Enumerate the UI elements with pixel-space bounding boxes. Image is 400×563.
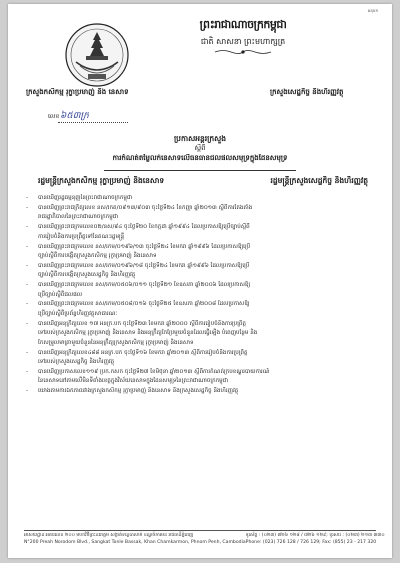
list-item: - បានឃើញអនុក្រឹត្យលេខ៤៨៨ អនក្រ.បក ចុះថ្ងៃទី១៦ ខែមករា ឆ្នាំ២០១៣ ស្តីពីការរៀបចំនិងការប្រព្រឹត្ត ទៅរបស់ក្រសួងសេដ្ឋកិច្ច និងហិរញ្ញវត្ថុ	[26, 349, 248, 365]
preamble-list	[26, 194, 378, 397]
reference-prefix: លេខ	[48, 113, 60, 120]
ministry-emblem-icon	[64, 22, 130, 88]
motto-heading: ជាតិ សាសនា ព្រះមហាក្សត្រ	[200, 37, 286, 46]
footer	[24, 532, 385, 546]
document-type: ប្រកាសអន្តរក្រសួង	[173, 134, 227, 143]
document-about: ស្តីពី	[194, 144, 206, 152]
footer-phone-en: Phone: (023) 726 128 / 726 129; Fax: (855) 23 - 217 320	[245, 540, 377, 545]
list-item: - បានឃើញព្រះរាជក្រមលេខ នស/រកម/០៥០៦/០១១ ចុះថ្ងៃទី២១ ខែឧសភា ឆ្នាំ២០០៦ ដែលប្រកាសឱ្យ ប្រើច្បាប់ស្តីពីជលផល	[26, 282, 251, 298]
footer-phone-kh: ទូរស័ព្ទ : (០២៣) ៧២៦ ១២៨ / ៧២៦ ១២៩; ទូរសារ : (០២៣) ២១៣ ៣៣០	[245, 533, 385, 538]
ministry-right: ក្រសួងសេដ្ឋកិច្ច និងហិរញ្ញវត្ថុ	[270, 88, 344, 96]
footer-divider	[24, 530, 376, 531]
list-item: - បានឃើញព្រះរាជក្រមលេខ០២/នស/៩៤ ចុះថ្ងៃទី២០ ខែកក្កដា ឆ្នាំ១៩៩៤ ដែលប្រកាសឱ្យប្រើច្បាប់ស្តីពី ការរៀបចំនិងការប្រព្រឹត្តទៅនៃគណៈរដ្ឋមន្ត្រី	[26, 224, 250, 240]
ministry-left: ក្រសួងកសិកម្ម រុក្ខាប្រមាញ់ និង នេសាទ	[26, 88, 129, 96]
corner-code: អនុបក	[367, 8, 378, 13]
list-item: - បានឃើញអនុក្រឹត្យលេខ ១៧ អនក្រ.បក ចុះថ្ងៃទី២៣ ខែមករា ឆ្នាំ២០០០ ស្តីពីការរៀបចំនិងការប្រព្រឹត្ត ទៅរបស់ក្រសួងកសិកម្ម រុក្ខាប្រមាញ់ និងនេសាទ និងអនុក្រឹត្យកែប្រែមួយចំនួនដែលធ្វើឡើង បំពេញបន្ថែម និង កែសម្រួលមាត្រាមួយចំនួននៃអនុក្រឹត្យក្រសួងកសិកម្ម រុក្ខាប្រមាញ់ និងនេសាទ	[26, 320, 258, 346]
list-item: - បានឃើញព្រះរាជក្រមលេខ នស/រកម/០១៩៦/១៣ ចុះថ្ងៃទី២៤ ខែមករា ឆ្នាំ១៩៩៦ ដែលប្រកាសឱ្យប្រើ ច្បាប់ស្តីពីការបង្កើតក្រសួងកសិកម្ម រុក្ខាប្រមាញ់ និងនេសាទ	[26, 243, 251, 259]
list-item: - បានឃើញព្រះរាជក្រមលេខ នស/រកម/០៥០៨/០១៦ ចុះថ្ងៃទី២៥ ខែឧសភា ឆ្នាំ២០០៨ ដែលប្រកាសឱ្យ ប្រើច្បាប់ស្តីពីប្រព័ន្ធហិរញ្ញវត្ថុសាធារណៈ	[26, 301, 250, 317]
document-subject: ការកំណត់តម្លៃលក់នេសាទលើធនធានជលផលសមុទ្រក្នុងដែនសមុទ្រ	[112, 154, 288, 162]
list-item: - បានឃើញរដ្ឋធម្មនុញ្ញនៃព្រះរាជាណាចក្រកម្ពុជា	[26, 195, 133, 201]
authority-right: រដ្ឋមន្ត្រីក្រសួងសេដ្ឋកិច្ច និងហិរញ្ញវត្ថុ	[270, 176, 368, 185]
title-divider	[104, 170, 296, 171]
reference-number: ៦៥៣ក្រ	[60, 111, 89, 121]
authorities-row	[38, 176, 368, 187]
list-item: - យោងតាមការឯកភាពរវាងក្រសួងកសិកម្ម រុក្ខាប្រមាញ់ និងនេសាទ និងក្រសួងសេដ្ឋកិច្ច និងហិរញ្ញវត្ថុ	[26, 388, 239, 395]
footer-address-kh: អាសយដ្ឋាន:អគារលេខ ២០០ មហាវិថីព្រះនរោត្តម សង្កាត់ទន្លេបាសាក់ ខណ្ឌចំការមន រាជធានីភ្នំពេញ	[24, 533, 194, 538]
footer-address-en: N°200 Preah Norodom Blvd., Sangkat Tonle Bassak, Khan Chamkarmon, Phnom Penh, Cambodia	[24, 540, 246, 545]
document-page	[8, 4, 392, 558]
list-item: - បានឃើញប្រកាសលេខ១១៩ ប្រក.កសក ចុះថ្ងៃទី២៧ ខែមិថុនា ឆ្នាំ២០១៣ ស្តីពីការកំណត់ក្របខណ្ឌរបាយការណ៍ នៃនេសាទនៅតាមលើមិនទីតាំងខេត្តក្នុងវិស័យនេសាទក្នុងដែនសមុទ្រនៃព្រះរាជាណាចក្រកម្ពុជា	[26, 368, 270, 385]
list-item: - បានឃើញព្រះរាជក្រមលេខ នស/រកម/០១៩៦/១៨ ចុះថ្ងៃទី២៤ ខែមករា ឆ្នាំ១៩៩៦ ដែលប្រកាសឱ្យប្រើ ច្បាប់ស្តីពីការបង្កើតក្រសួងសេដ្ឋកិច្ច និងហិរញ្ញវត្ថុ	[26, 262, 250, 279]
reference-row	[48, 112, 168, 128]
list-item: - បានឃើញព្រះរាជក្រឹត្យលេខ នស/រកត/០៩១៣/៩០៣ ចុះថ្ងៃទី២៤ ខែកញ្ញា ឆ្នាំ២០១៣ ស្តីពីការតែងតាំង រាជរដ្ឋាភិបាលនៃព្រះរាជាណាចក្រកម្ពុជា	[26, 204, 253, 221]
authority-left: រដ្ឋមន្ត្រីក្រសួងកសិកម្ម រុក្ខាប្រមាញ់ និងនេសាទ	[38, 176, 165, 185]
ornament-divider-icon	[213, 49, 273, 55]
kingdom-heading: ព្រះរាជាណាចក្រកម្ពុជា	[199, 18, 287, 31]
reference-underline	[58, 122, 128, 123]
